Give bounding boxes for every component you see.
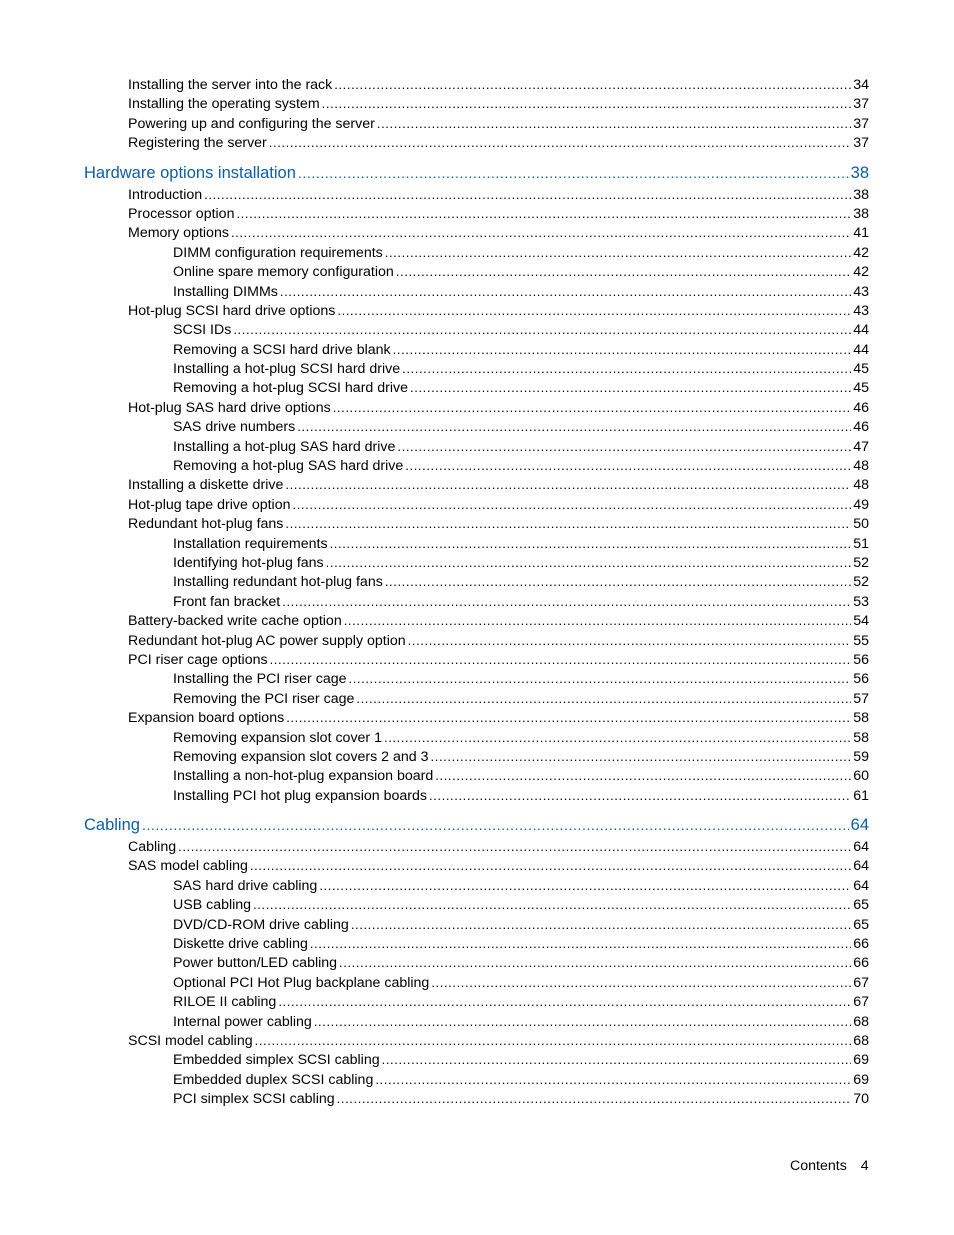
toc-entry-link[interactable]: [84, 766, 869, 785]
toc-chapter-link[interactable]: [84, 814, 869, 836]
dot-leader: [286, 708, 851, 727]
dot-leader: [408, 631, 852, 650]
dot-leader: [236, 204, 851, 223]
toc-page-number: 67: [853, 994, 869, 1011]
toc-entry-title: Installing DIMMs: [173, 283, 278, 300]
dot-leader: [269, 133, 851, 152]
toc-page-number: 46: [853, 419, 869, 436]
dot-leader: [397, 437, 851, 456]
toc-page-number: 37: [853, 135, 869, 152]
toc-page-number: 53: [853, 593, 869, 610]
toc-entry-link[interactable]: [84, 895, 869, 914]
toc-entry-title: Hardware options installation: [84, 163, 296, 182]
dot-leader: [431, 973, 851, 992]
toc-entry-link[interactable]: [84, 282, 869, 301]
toc-entry-link[interactable]: [84, 378, 869, 397]
dot-leader: [337, 301, 851, 320]
toc-page-number: 44: [853, 341, 869, 358]
toc-entry-link[interactable]: [84, 185, 869, 204]
toc-entry-link[interactable]: [84, 495, 869, 514]
toc-entry-link[interactable]: [84, 437, 869, 456]
dot-leader: [314, 1012, 851, 1031]
toc-page-number: 51: [853, 535, 869, 552]
toc-entry-link[interactable]: [84, 592, 869, 611]
toc-entry-title: Removing a SCSI hard drive blank: [173, 341, 391, 358]
toc-entry-title: Optional PCI Hot Plug backplane cabling: [173, 974, 430, 991]
toc-page-number: 65: [853, 897, 869, 914]
toc-page-number: 45: [853, 380, 869, 397]
toc-page-number: 64: [850, 816, 869, 835]
dot-leader: [339, 953, 851, 972]
toc-page-number: 48: [853, 458, 869, 475]
toc-entry-link[interactable]: [84, 456, 869, 475]
toc-page-number: 59: [853, 748, 869, 765]
dot-leader: [253, 895, 851, 914]
toc-entry-title: Installation requirements: [173, 535, 328, 552]
toc-entry-title: Installing the server into the rack: [128, 77, 333, 93]
dot-leader: [333, 398, 852, 417]
toc-entry-link[interactable]: [84, 398, 869, 417]
dot-leader: [375, 1070, 851, 1089]
toc-page-number: 52: [853, 574, 869, 591]
toc-entry-title: Embedded duplex SCSI cabling: [173, 1071, 374, 1088]
toc-entry-link[interactable]: [84, 934, 869, 953]
toc-entry-title: Online spare memory configuration: [173, 264, 394, 281]
dot-leader: [292, 495, 851, 514]
toc-entry-title: Cabling: [84, 816, 140, 835]
toc-page-number: 43: [853, 302, 869, 319]
toc-chapter-link[interactable]: [84, 162, 869, 184]
dot-leader: [280, 282, 851, 301]
toc-entry-title: Installing redundant hot-plug fans: [173, 574, 383, 591]
toc-entry-title: Registering the server: [128, 135, 267, 152]
toc-page-number: 56: [853, 651, 869, 668]
dot-leader: [410, 378, 851, 397]
toc-entry-link[interactable]: [84, 262, 869, 281]
toc-entry-link[interactable]: [84, 856, 869, 875]
toc-entry-title: Hot-plug SAS hard drive options: [128, 399, 331, 416]
toc-page-number: 58: [853, 729, 869, 746]
toc-entry-link[interactable]: [84, 320, 869, 339]
toc-entry-title: Identifying hot-plug fans: [173, 554, 324, 571]
toc-page-number: 38: [853, 186, 869, 203]
toc-entry-title: Power button/LED cabling: [173, 955, 338, 972]
toc-entry-title: Hot-plug SCSI hard drive options: [128, 302, 336, 319]
toc-entry-title: Removing a hot-plug SCSI hard drive: [173, 380, 409, 397]
toc-entry-title: Powering up and configuring the server: [128, 115, 375, 132]
toc-entry-link[interactable]: [84, 301, 869, 320]
toc-page-number: 46: [853, 399, 869, 416]
toc-page-number: 49: [853, 496, 869, 513]
toc-page-number: 45: [853, 361, 869, 378]
dot-leader: [429, 786, 851, 805]
toc-page-number: 43: [853, 283, 869, 300]
toc-page-number: 64: [853, 839, 869, 856]
dot-leader: [385, 572, 851, 591]
dot-leader: [233, 320, 851, 339]
toc-entry-title: Cabling: [128, 839, 177, 856]
toc-page-number: 68: [853, 1032, 869, 1049]
toc-entry-link[interactable]: [84, 1012, 869, 1031]
toc-entry-title: SAS hard drive cabling: [173, 877, 318, 894]
toc-page-number: 38: [853, 205, 869, 222]
toc-entry-link[interactable]: [84, 340, 869, 359]
toc-entry-link[interactable]: [84, 650, 869, 669]
footer-page-number: 4: [860, 1158, 869, 1174]
toc-page-number: 65: [853, 916, 869, 933]
dot-leader: [396, 262, 851, 281]
toc-entry-link[interactable]: [84, 953, 869, 972]
toc-entry-title: Expansion board options: [128, 710, 285, 727]
toc-page-number: 60: [853, 768, 869, 785]
toc-page-number: 70: [853, 1091, 869, 1108]
dot-leader: [285, 475, 851, 494]
toc-page-number: 38: [850, 163, 869, 182]
toc-entry-title: Battery-backed write cache option: [128, 613, 342, 630]
toc-entry-link[interactable]: [84, 223, 869, 242]
toc-entry-title: Internal power cabling: [173, 1013, 312, 1030]
toc-entry-title: Redundant hot-plug fans: [128, 516, 284, 533]
toc-entry-title: Installing the operating system: [128, 96, 320, 113]
toc-page-number: 50: [853, 516, 869, 533]
toc-entry-title: Embedded simplex SCSI cabling: [173, 1052, 380, 1069]
dot-leader: [435, 766, 851, 785]
dot-leader: [377, 114, 851, 133]
toc-page-number: 48: [853, 477, 869, 494]
dot-leader: [255, 1031, 852, 1050]
toc-entry-title: Installing a non-hot-plug expansion board: [173, 768, 434, 785]
toc-page-number: 56: [853, 671, 869, 688]
toc-page-number: 52: [853, 554, 869, 571]
dot-leader: [382, 1050, 852, 1069]
toc-entry-link[interactable]: [84, 133, 869, 152]
toc-entry-title: Installing a hot-plug SAS hard drive: [173, 438, 396, 455]
toc-entry-title: Hot-plug tape drive option: [128, 496, 291, 513]
dot-leader: [250, 856, 851, 875]
dot-leader: [282, 592, 851, 611]
toc-entry-title: DIMM configuration requirements: [173, 244, 383, 261]
toc-entry-title: RILOE II cabling: [173, 994, 277, 1011]
toc-page-number: 68: [853, 1013, 869, 1030]
toc-entry-link[interactable]: [84, 747, 869, 766]
toc-entry-link[interactable]: [84, 94, 869, 113]
dot-leader: [270, 650, 852, 669]
toc-entry-title: Installing a hot-plug SCSI hard drive: [173, 361, 401, 378]
toc-entry-link[interactable]: [84, 1070, 869, 1089]
toc-entry-title: PCI simplex SCSI cabling: [173, 1091, 335, 1108]
toc-entry-link[interactable]: [84, 114, 869, 133]
toc-entry-link[interactable]: [84, 1031, 869, 1050]
toc-entry-link[interactable]: [84, 689, 869, 708]
toc-entry-title: Removing a hot-plug SAS hard drive: [173, 458, 404, 475]
toc-page-number: 66: [853, 955, 869, 972]
toc-page-number: 41: [853, 225, 869, 242]
toc-entry-link[interactable]: [84, 708, 869, 727]
toc-entry-title: PCI riser cage options: [128, 651, 268, 668]
toc-page-number: 34: [853, 77, 869, 93]
toc-page-number: 42: [853, 264, 869, 281]
toc-entry-link[interactable]: [84, 915, 869, 934]
toc-page-number: 54: [853, 613, 869, 630]
dot-leader: [405, 456, 851, 475]
toc-entry-link[interactable]: [84, 1089, 869, 1108]
dot-leader: [178, 837, 851, 856]
page-footer: [790, 1158, 869, 1174]
toc-page-number: 37: [853, 115, 869, 132]
dot-leader: [297, 417, 851, 436]
toc-entry-title: Memory options: [128, 225, 229, 242]
toc-entry-title: Removing expansion slot cover 1: [173, 729, 382, 746]
toc-entry-link[interactable]: [84, 553, 869, 572]
dot-leader: [356, 689, 851, 708]
toc-page-number: 44: [853, 322, 869, 339]
dot-leader: [330, 534, 852, 553]
table-of-contents: [84, 75, 869, 1109]
dot-leader: [337, 1089, 852, 1108]
dot-leader: [393, 340, 852, 359]
toc-entry-link[interactable]: [84, 1050, 869, 1069]
toc-page-number: 69: [853, 1071, 869, 1088]
toc-entry-link[interactable]: [84, 973, 869, 992]
dot-leader: [231, 223, 851, 242]
dot-leader: [326, 553, 852, 572]
toc-entry-link[interactable]: [84, 75, 869, 94]
dot-leader: [384, 728, 851, 747]
toc-entry-title: DVD/CD-ROM drive cabling: [173, 916, 349, 933]
toc-entry-link[interactable]: [84, 572, 869, 591]
dot-leader: [351, 915, 851, 934]
toc-page-number: 42: [853, 244, 869, 261]
toc-page-number: 64: [853, 858, 869, 875]
toc-entry-link[interactable]: [84, 631, 869, 650]
toc-entry-title: Diskette drive cabling: [173, 936, 308, 953]
dot-leader: [204, 185, 851, 204]
toc-page-number: 37: [853, 96, 869, 113]
toc-page-number: 58: [853, 710, 869, 727]
dot-leader: [142, 814, 849, 836]
dot-leader: [278, 992, 851, 1011]
toc-entry-link[interactable]: [84, 876, 869, 895]
toc-page-number: 55: [853, 632, 869, 649]
dot-leader: [334, 75, 851, 94]
toc-entry-link[interactable]: [84, 669, 869, 688]
toc-entry-title: Processor option: [128, 205, 235, 222]
toc-entry-title: Introduction: [128, 186, 203, 203]
dot-leader: [402, 359, 851, 378]
toc-entry-link[interactable]: [84, 475, 869, 494]
footer-label: Contents: [790, 1158, 847, 1174]
toc-page-number: 61: [853, 787, 869, 804]
toc-page-number: 64: [853, 877, 869, 894]
toc-entry-title: Installing a diskette drive: [128, 477, 284, 494]
toc-entry-link[interactable]: [84, 837, 869, 856]
dot-leader: [431, 747, 852, 766]
toc-entry-title: SAS drive numbers: [173, 419, 296, 436]
dot-leader: [322, 94, 852, 113]
toc-page-number: 67: [853, 974, 869, 991]
toc-entry-title: SCSI IDs: [173, 322, 232, 339]
toc-entry-link[interactable]: [84, 786, 869, 805]
toc-entry-title: Front fan bracket: [173, 593, 281, 610]
toc-entry-title: Redundant hot-plug AC power supply option: [128, 632, 406, 649]
toc-page-number: 69: [853, 1052, 869, 1069]
toc-entry-title: SAS model cabling: [128, 858, 248, 875]
toc-entry-link[interactable]: [84, 417, 869, 436]
toc-entry-link[interactable]: [84, 728, 869, 747]
dot-leader: [310, 934, 851, 953]
toc-entry-title: Removing the PCI riser cage: [173, 690, 355, 707]
toc-entry-title: USB cabling: [173, 897, 252, 914]
toc-page-number: 57: [853, 690, 869, 707]
dot-leader: [344, 611, 852, 630]
dot-leader: [298, 162, 849, 184]
toc-entry-link[interactable]: [84, 992, 869, 1011]
dot-leader: [285, 514, 851, 533]
toc-entry-link[interactable]: [84, 514, 869, 533]
dot-leader: [349, 669, 852, 688]
toc-entry-link[interactable]: [84, 534, 869, 553]
toc-entry-link[interactable]: [84, 359, 869, 378]
toc-entry-link[interactable]: [84, 243, 869, 262]
toc-entry-title: Installing the PCI riser cage: [173, 671, 347, 688]
toc-page-number: 47: [853, 438, 869, 455]
toc-entry-title: Removing expansion slot covers 2 and 3: [173, 748, 429, 765]
dot-leader: [319, 876, 851, 895]
toc-entry-link[interactable]: [84, 611, 869, 630]
toc-entry-title: SCSI model cabling: [128, 1032, 253, 1049]
toc-page-number: 66: [853, 936, 869, 953]
toc-entry-title: Installing PCI hot plug expansion boards: [173, 787, 427, 804]
toc-entry-link[interactable]: [84, 204, 869, 223]
dot-leader: [385, 243, 851, 262]
